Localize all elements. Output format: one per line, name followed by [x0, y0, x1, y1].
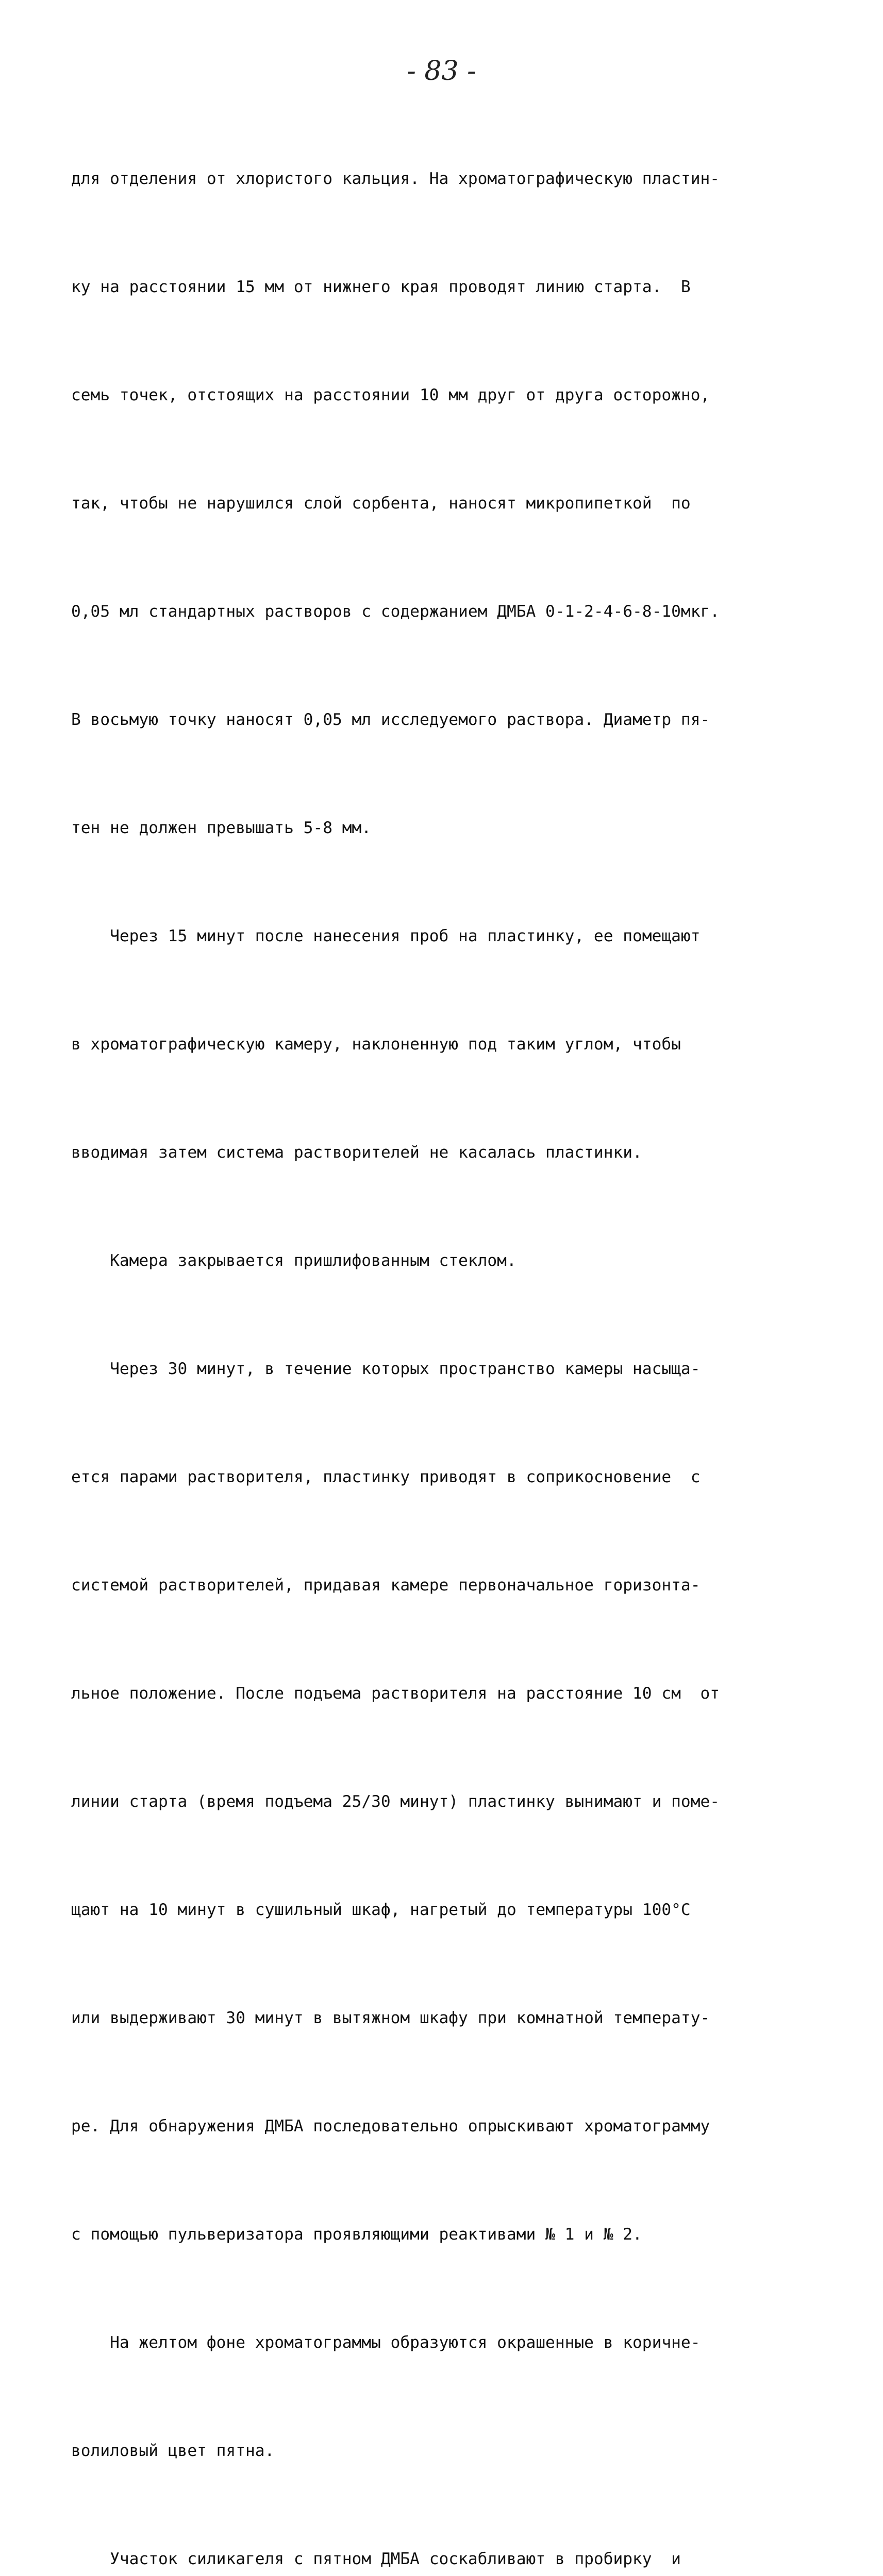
text-line: ку на расстоянии 15 мм от нижнего края проводят линию старта. В	[71, 278, 691, 296]
text-line: ется парами растворителя, пластинку приводят в соприкосновение с	[71, 1468, 701, 1486]
text-line: На желтом фоне хроматограммы образуются окрашенные в коричне-	[71, 2333, 701, 2352]
text-line: для отделения от хлористого кальция. На хроматографическую пластин-	[71, 170, 720, 188]
text-line: семь точек, отстоящих на расстоянии 10 мм друг от друга осторожно,	[71, 386, 710, 404]
text-line: ре. Для обнаружения ДМБА последовательно опрыскивают хроматограмму	[71, 2117, 710, 2136]
text-line: Через 30 минут, в течение которых пространство камеры насыща-	[71, 1360, 701, 1378]
page-number: - 83 -	[407, 56, 476, 87]
text-line: Через 15 минут после нанесения проб на пластинку, ее помещают	[71, 927, 701, 945]
text-line: или выдерживают 30 минут в вытяжном шкафу при комнатной температу-	[71, 2009, 710, 2027]
text-line: вводимая затем система растворителей не касалась пластинки.	[71, 1143, 642, 1162]
text-line: в хроматографическую камеру, наклоненную под таким углом, чтобы	[71, 1035, 681, 1054]
text-line: льное положение. После подъема растворителя на расстояние 10 см от	[71, 1684, 720, 1703]
text-line: В восьмую точку наносят 0,05 мл исследуемого раствора. Диаметр пя-	[71, 710, 710, 729]
text-line: с помощью пульверизатора проявляющими реактивами № 1 и № 2.	[71, 2225, 642, 2244]
text-line: системой растворителей, придавая камере первоначальное горизонта-	[71, 1576, 701, 1595]
text-line: 0,05 мл стандартных растворов с содержанием ДМБА 0-1-2-4-6-8-10мкг.	[71, 602, 720, 621]
text-line: тен не должен превышать 5-8 мм.	[71, 819, 372, 837]
text-line: волиловый цвет пятна.	[71, 2442, 275, 2460]
text-line: щают на 10 минут в сушильный шкаф, нагретый до температуры 100°С	[71, 1901, 691, 1919]
body-text	[71, 89, 829, 2576]
text-line: так, чтобы не нарушился слой сорбента, наносят микропипеткой по	[71, 494, 691, 513]
text-line: Камера закрывается пришлифованным стеклом.	[71, 1251, 517, 1270]
text-line: Участок силикагеля с пятном ДМБА соскабливают в пробирку и	[71, 2550, 681, 2568]
text-line: линии старта (время подъема 25/30 минут) пластинку вынимают и поме-	[71, 1792, 720, 1811]
